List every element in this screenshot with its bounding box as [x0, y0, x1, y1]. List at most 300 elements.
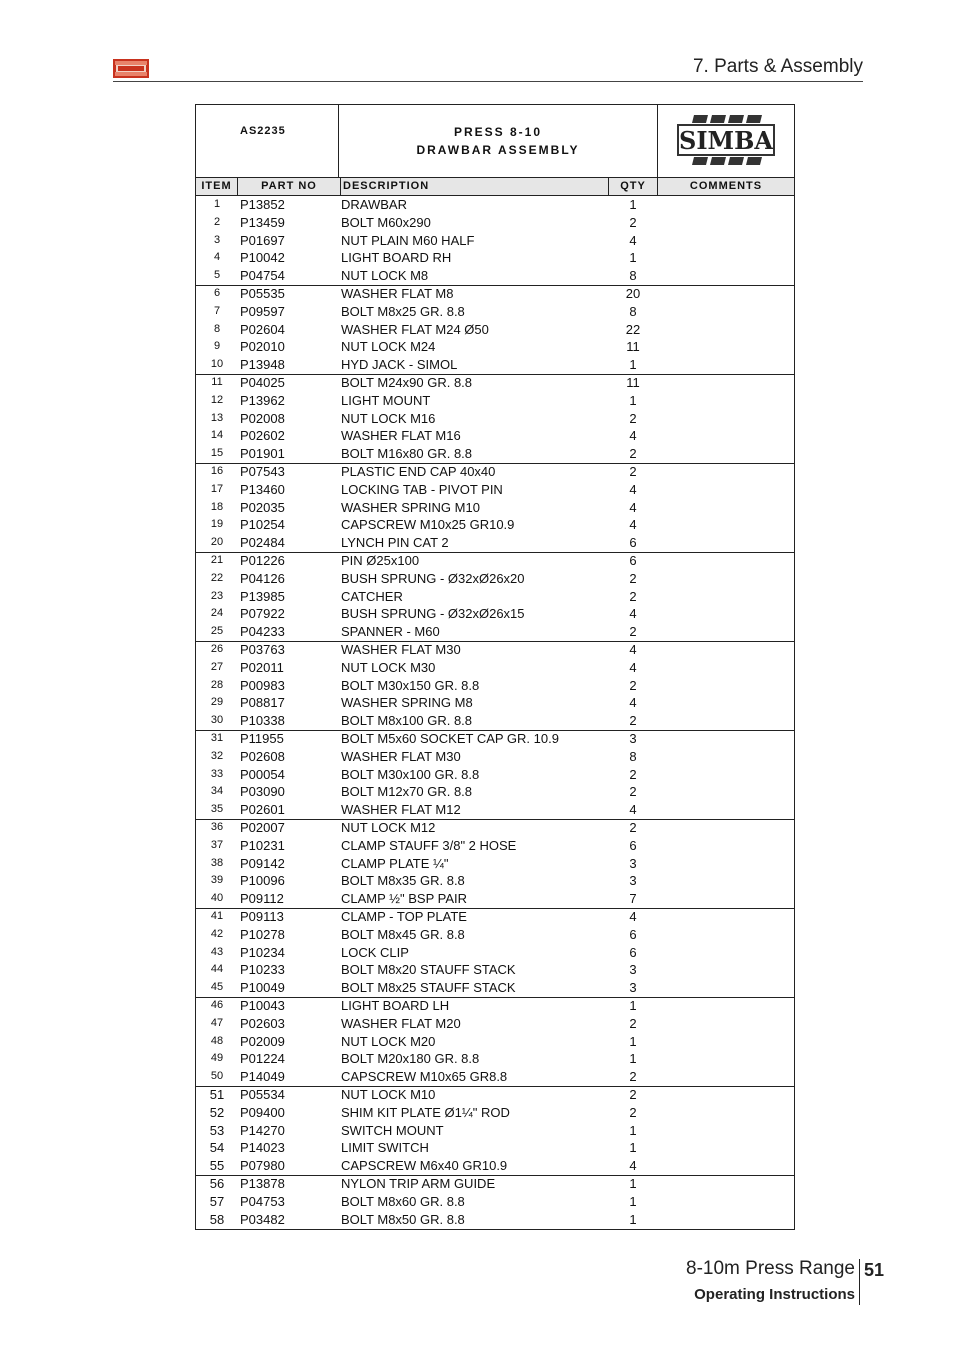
row-description: WASHER FLAT M16 — [341, 428, 461, 444]
row-description: WASHER FLAT M20 — [341, 1015, 461, 1031]
table-row — [196, 1157, 794, 1175]
row-part-number: P02010 — [240, 339, 285, 355]
row-item-number: 31 — [210, 732, 224, 744]
table-row — [196, 1175, 794, 1193]
row-part-number: P05534 — [240, 1087, 285, 1102]
table-row — [196, 1068, 794, 1086]
footer-subtitle: Operating Instructions — [694, 1286, 855, 1303]
table-row — [196, 552, 794, 570]
table-row — [196, 1211, 794, 1229]
header-rule — [113, 81, 863, 82]
row-item-number: 29 — [210, 696, 224, 709]
row-quantity: 4 — [629, 1158, 637, 1174]
row-part-number: P10043 — [240, 998, 285, 1013]
table-row — [196, 659, 794, 677]
row-item-number: 58 — [209, 1211, 225, 1227]
table-row — [196, 516, 794, 534]
row-description: BOLT M20x180 GR. 8.8 — [341, 1051, 480, 1067]
row-item-number: 39 — [210, 874, 224, 887]
table-row — [196, 712, 794, 730]
table-row — [196, 463, 794, 481]
row-description: SPANNER - M60 — [341, 624, 440, 640]
row-part-number: P10233 — [240, 962, 285, 978]
row-quantity: 1 — [629, 1193, 637, 1209]
simba-small-logo-icon — [113, 59, 149, 78]
table-row — [196, 890, 794, 908]
row-part-number: P09400 — [240, 1104, 285, 1120]
svg-text:SIMBA: SIMBA — [678, 126, 774, 155]
row-item-number: 34 — [210, 785, 224, 798]
row-part-number: P10234 — [240, 944, 285, 960]
row-item-number: 43 — [210, 945, 224, 958]
row-item-number: 37 — [210, 838, 224, 851]
row-description: BUSH SPRUNG - Ø32xØ26x20 — [341, 570, 525, 586]
table-row — [196, 267, 794, 285]
row-item-number: 16 — [210, 465, 224, 477]
row-quantity: 2 — [629, 1087, 637, 1102]
table-row — [196, 481, 794, 499]
row-item-number: 5 — [213, 269, 221, 282]
row-quantity: 1 — [629, 1033, 637, 1049]
row-item-number: 15 — [210, 447, 224, 460]
row-description: LIGHT MOUNT — [341, 392, 431, 408]
row-item-number: 35 — [210, 803, 224, 816]
row-item-number: 4 — [213, 251, 221, 264]
row-item-number: 20 — [210, 536, 224, 549]
row-part-number: P03763 — [240, 642, 285, 657]
row-description: CLAMP STAUFF 3/8" 2 HOSE — [341, 837, 517, 853]
row-part-number: P00054 — [240, 766, 285, 782]
row-quantity: 4 — [629, 802, 637, 818]
row-part-number: P13962 — [240, 392, 285, 408]
row-quantity: 11 — [626, 339, 640, 355]
row-part-number: P02035 — [240, 499, 285, 515]
row-item-number: 24 — [210, 607, 224, 620]
row-item-number: 27 — [210, 660, 224, 673]
row-item-number: 14 — [210, 429, 224, 442]
row-quantity: 22 — [625, 321, 641, 337]
row-item-number: 12 — [210, 393, 224, 406]
row-quantity: 7 — [629, 891, 637, 907]
row-part-number: P10042 — [240, 250, 285, 266]
sheet-header — [196, 105, 794, 177]
row-part-number: P02011 — [240, 659, 284, 675]
row-part-number: P02608 — [240, 748, 285, 764]
row-item-number: 32 — [210, 749, 224, 762]
row-part-number: P13459 — [240, 214, 285, 230]
column-header-row — [196, 177, 794, 196]
page-number: 51 — [864, 1260, 885, 1280]
row-description: BOLT M24x90 GR. 8.8 — [341, 375, 473, 390]
row-part-number: P04025 — [240, 375, 285, 390]
row-part-number: P03090 — [240, 784, 285, 800]
row-description: NUT PLAIN M60 HALF — [341, 232, 475, 248]
row-item-number: 30 — [210, 714, 224, 727]
row-part-number: P14270 — [240, 1122, 285, 1138]
row-description: BOLT M8x100 GR. 8.8 — [341, 713, 473, 729]
row-item-number: 23 — [210, 589, 224, 602]
row-part-number: P02009 — [240, 1033, 285, 1049]
table-row — [196, 1122, 794, 1140]
row-item-number: 13 — [210, 411, 224, 424]
row-item-number: 52 — [209, 1104, 225, 1120]
row-part-number: P01901 — [240, 446, 285, 462]
row-item-number: 18 — [210, 500, 224, 513]
row-quantity: 1 — [629, 392, 637, 408]
row-part-number: P10049 — [240, 980, 285, 996]
row-description: NUT LOCK M20 — [341, 1033, 436, 1049]
table-row — [196, 1086, 794, 1104]
row-quantity: 8 — [629, 303, 637, 319]
row-description: WASHER FLAT M24 Ø50 — [341, 321, 489, 337]
row-quantity: 4 — [629, 909, 637, 924]
row-part-number: P02602 — [240, 428, 285, 444]
row-description: WASHER FLAT M30 — [341, 748, 461, 764]
column-header-comments: COMMENTS — [689, 180, 763, 192]
row-quantity: 20 — [625, 286, 641, 301]
row-part-number: P09112 — [240, 891, 284, 907]
row-item-number: 45 — [210, 981, 224, 994]
row-description: CAPSCREW M10x65 GR8.8 — [341, 1069, 508, 1085]
cut-off-row — [240, 1231, 640, 1237]
row-quantity: 4 — [629, 481, 637, 497]
table-row — [196, 979, 794, 997]
row-part-number: P05535 — [240, 286, 285, 301]
row-description: BOLT M30x100 GR. 8.8 — [341, 766, 480, 782]
table-row — [196, 766, 794, 784]
row-part-number: P10278 — [240, 926, 285, 942]
row-description: BOLT M8x20 STAUFF STACK — [341, 962, 516, 978]
table-row — [196, 392, 794, 410]
footer-divider — [859, 1259, 860, 1305]
row-quantity: 1 — [629, 998, 637, 1013]
assembly-number-cell — [196, 105, 339, 177]
row-description: BOLT M12x70 GR. 8.8 — [341, 784, 473, 800]
row-quantity: 6 — [629, 553, 637, 568]
row-quantity: 4 — [629, 232, 637, 248]
table-row — [196, 570, 794, 588]
row-description: LYNCH PIN CAT 2 — [341, 535, 449, 551]
table-row — [196, 872, 794, 890]
table-row — [196, 214, 794, 232]
row-part-number: P01226 — [240, 553, 285, 568]
table-row — [196, 694, 794, 712]
row-part-number: P09597 — [240, 303, 285, 319]
row-quantity: 8 — [629, 268, 637, 284]
row-item-number: 11 — [211, 376, 223, 388]
row-part-number: P02601 — [240, 802, 285, 818]
table-row — [196, 1033, 794, 1051]
row-description: NUT LOCK M16 — [341, 410, 436, 426]
row-quantity: 2 — [629, 713, 637, 729]
row-part-number: P13460 — [240, 481, 285, 497]
assembly-title — [339, 123, 657, 159]
product-title: 8-10m Press Range — [686, 1258, 855, 1279]
table-row — [196, 1050, 794, 1068]
row-item-number: 44 — [210, 963, 224, 976]
row-part-number: P10254 — [240, 517, 285, 533]
row-quantity: 6 — [629, 535, 637, 551]
row-quantity: 2 — [629, 1015, 637, 1031]
table-row — [196, 677, 794, 695]
row-item-number: 26 — [210, 643, 224, 655]
table-row — [196, 819, 794, 837]
column-header-qty: QTY — [608, 178, 658, 195]
table-row — [196, 623, 794, 641]
row-quantity: 1 — [629, 357, 637, 373]
table-row — [196, 534, 794, 552]
row-quantity: 3 — [629, 855, 637, 871]
row-item-number: 50 — [210, 1070, 224, 1083]
row-description: CLAMP PLATE ¼" — [341, 855, 449, 871]
row-part-number: P08817 — [240, 695, 285, 711]
row-quantity: 2 — [629, 410, 637, 426]
row-description: WASHER SPRING M10 — [341, 499, 480, 515]
row-item-number: 3 — [213, 233, 221, 246]
row-part-number: P04233 — [240, 624, 285, 640]
row-part-number: P13878 — [240, 1176, 285, 1191]
table-row — [196, 908, 794, 926]
row-description: NUT LOCK M8 — [341, 268, 429, 284]
row-quantity: 11 — [626, 375, 640, 390]
row-quantity: 2 — [629, 588, 637, 604]
parts-sheet — [195, 104, 795, 1230]
row-part-number: P11955 — [240, 731, 284, 746]
row-description: BUSH SPRUNG - Ø32xØ26x15 — [341, 606, 525, 622]
row-item-number: 7 — [213, 304, 221, 317]
row-part-number: P07922 — [240, 606, 285, 622]
row-item-number: 56 — [209, 1176, 225, 1191]
row-part-number: P09142 — [240, 855, 285, 871]
row-quantity: 2 — [629, 820, 637, 835]
row-part-number: P00983 — [240, 677, 285, 693]
row-quantity: 2 — [629, 570, 637, 586]
table-row — [196, 926, 794, 944]
table-row — [196, 588, 794, 606]
row-quantity: 4 — [629, 499, 637, 515]
row-description: LIGHT BOARD LH — [341, 998, 450, 1013]
table-row — [196, 499, 794, 517]
row-part-number: P02604 — [240, 321, 285, 337]
row-part-number: P14023 — [240, 1140, 285, 1156]
table-row — [196, 445, 794, 463]
row-item-number: 10 — [210, 358, 224, 371]
row-item-number: 42 — [210, 927, 224, 940]
table-row — [196, 285, 794, 303]
row-item-number: 51 — [209, 1087, 225, 1102]
section-title: 7. Parts & Assembly — [692, 56, 863, 77]
row-item-number: 28 — [210, 678, 224, 691]
row-item-number: 6 — [213, 287, 221, 299]
simba-logo-icon — [674, 111, 778, 169]
row-quantity: 2 — [629, 464, 637, 479]
table-row — [196, 338, 794, 356]
assembly-title-cell — [339, 105, 658, 177]
row-description: BOLT M8x60 GR. 8.8 — [341, 1193, 465, 1209]
row-item-number: 41 — [210, 910, 224, 922]
row-part-number: P10096 — [240, 873, 285, 889]
row-item-number: 9 — [213, 340, 221, 353]
row-description: WASHER SPRING M8 — [341, 695, 473, 711]
row-part-number: P04754 — [240, 268, 285, 284]
row-quantity: 2 — [629, 784, 637, 800]
row-description: WASHER FLAT M12 — [341, 802, 461, 818]
table-row — [196, 321, 794, 339]
row-description: BOLT M8x25 GR. 8.8 — [341, 303, 465, 319]
row-description: BOLT M8x45 GR. 8.8 — [341, 926, 465, 942]
row-description: NUT LOCK M10 — [341, 1087, 436, 1102]
table-row — [196, 374, 794, 392]
row-item-number: 46 — [210, 999, 224, 1011]
row-description: WASHER FLAT M30 — [341, 642, 461, 657]
table-row — [196, 427, 794, 445]
table-row — [196, 1104, 794, 1122]
row-quantity: 2 — [629, 446, 637, 462]
row-item-number: 22 — [210, 571, 224, 584]
row-part-number: P04753 — [240, 1193, 285, 1209]
row-quantity: 2 — [629, 214, 637, 230]
row-quantity: 1 — [629, 1122, 637, 1138]
table-row — [196, 855, 794, 873]
row-quantity: 3 — [629, 980, 637, 996]
row-part-number: P02008 — [240, 410, 285, 426]
table-row — [196, 356, 794, 374]
row-part-number: P01697 — [240, 232, 285, 248]
row-item-number: 38 — [210, 856, 224, 869]
row-quantity: 2 — [629, 624, 637, 640]
row-description: CAPSCREW M6x40 GR10.9 — [341, 1158, 508, 1174]
table-row — [196, 748, 794, 766]
table-row — [196, 410, 794, 428]
table-row — [196, 303, 794, 321]
row-item-number: 55 — [209, 1158, 225, 1174]
row-part-number: P02484 — [240, 535, 285, 551]
row-quantity: 4 — [629, 606, 637, 622]
row-description: BOLT M16x80 GR. 8.8 — [341, 446, 473, 462]
row-quantity: 1 — [629, 1211, 637, 1227]
row-quantity: 4 — [629, 659, 637, 675]
row-quantity: 2 — [629, 677, 637, 693]
row-description: CLAMP ½" BSP PAIR — [341, 891, 468, 907]
row-description: NYLON TRIP ARM GUIDE — [341, 1176, 496, 1191]
row-description: CLAMP - TOP PLATE — [341, 909, 467, 924]
row-part-number: P03482 — [240, 1211, 285, 1227]
row-quantity: 2 — [629, 766, 637, 782]
row-quantity: 6 — [629, 926, 637, 942]
row-item-number: 48 — [210, 1034, 224, 1047]
row-quantity: 1 — [629, 1051, 637, 1067]
row-description: LOCKING TAB - PIVOT PIN — [341, 481, 503, 497]
logo-cell — [658, 105, 794, 177]
row-part-number: P07543 — [240, 464, 285, 479]
row-item-number: 47 — [210, 1016, 224, 1029]
row-item-number: 36 — [210, 821, 224, 833]
table-row — [196, 249, 794, 267]
row-quantity: 8 — [629, 748, 637, 764]
row-quantity: 4 — [629, 517, 637, 533]
row-part-number: P09113 — [240, 909, 284, 924]
row-description: SHIM KIT PLATE Ø1¼" ROD — [341, 1104, 510, 1120]
row-description: BOLT M8x50 GR. 8.8 — [341, 1211, 465, 1227]
row-item-number: 8 — [213, 322, 221, 335]
table-row — [196, 801, 794, 819]
row-item-number: 49 — [210, 1052, 224, 1065]
row-description: BOLT M60x290 — [341, 214, 431, 230]
row-description: CAPSCREW M10x25 GR10.9 — [341, 517, 515, 533]
row-description: LIMIT SWITCH — [341, 1140, 429, 1156]
table-row — [196, 944, 794, 962]
row-part-number: P10338 — [240, 713, 285, 729]
row-description: WASHER FLAT M8 — [341, 286, 454, 301]
assembly-title-line1: PRESS 8-10 — [453, 125, 543, 139]
row-description: LOCK CLIP — [341, 944, 409, 960]
row-description: PLASTIC END CAP 40x40 — [341, 464, 496, 479]
row-part-number: P13948 — [240, 357, 285, 373]
row-quantity: 4 — [629, 428, 637, 444]
row-description: PIN Ø25x100 — [341, 553, 420, 568]
row-quantity: 4 — [629, 642, 637, 657]
row-part-number: P04126 — [240, 570, 285, 586]
table-row — [196, 997, 794, 1015]
row-item-number: 54 — [209, 1140, 225, 1156]
row-quantity: 1 — [629, 1176, 637, 1191]
row-quantity: 3 — [629, 731, 637, 746]
row-item-number: 57 — [209, 1193, 225, 1209]
row-quantity: 6 — [629, 944, 637, 960]
assembly-number: AS2235 — [240, 125, 286, 137]
row-description: NUT LOCK M24 — [341, 339, 436, 355]
row-part-number: P13852 — [240, 197, 285, 212]
row-item-number: 19 — [210, 518, 224, 531]
table-row — [196, 641, 794, 659]
row-quantity: 2 — [629, 1104, 637, 1120]
table-row — [196, 837, 794, 855]
row-quantity: 4 — [629, 695, 637, 711]
row-item-number: 1 — [213, 198, 221, 210]
column-header-item: ITEM — [196, 178, 238, 195]
row-part-number: P07980 — [240, 1158, 285, 1174]
row-quantity: 3 — [629, 962, 637, 978]
table-row — [196, 730, 794, 748]
row-item-number: 17 — [210, 482, 224, 495]
row-quantity: 2 — [629, 1069, 637, 1085]
row-quantity: 1 — [629, 1140, 637, 1156]
assembly-title-line2: DRAWBAR ASSEMBLY — [416, 143, 580, 157]
table-row — [196, 1193, 794, 1211]
row-part-number: P13985 — [240, 588, 285, 604]
row-item-number: 53 — [209, 1122, 225, 1138]
column-header-description: DESCRIPTION — [340, 178, 608, 195]
table-row — [196, 605, 794, 623]
row-item-number: 40 — [210, 892, 224, 905]
row-quantity: 6 — [629, 837, 637, 853]
table-row — [196, 783, 794, 801]
row-part-number: P02603 — [240, 1015, 285, 1031]
row-description: BOLT M30x150 GR. 8.8 — [341, 677, 480, 693]
row-description: CATCHER — [341, 588, 403, 604]
row-part-number: P10231 — [240, 837, 285, 853]
row-item-number: 2 — [213, 215, 221, 228]
row-quantity: 1 — [629, 250, 637, 266]
row-description: BOLT M8x35 GR. 8.8 — [341, 873, 465, 889]
row-description: BOLT M8x25 STAUFF STACK — [341, 980, 516, 996]
row-quantity: 3 — [629, 873, 637, 889]
row-description: DRAWBAR — [341, 197, 407, 212]
row-part-number: P02007 — [240, 820, 285, 835]
row-description: NUT LOCK M12 — [341, 820, 436, 835]
table-row — [196, 961, 794, 979]
table-row — [196, 1015, 794, 1033]
